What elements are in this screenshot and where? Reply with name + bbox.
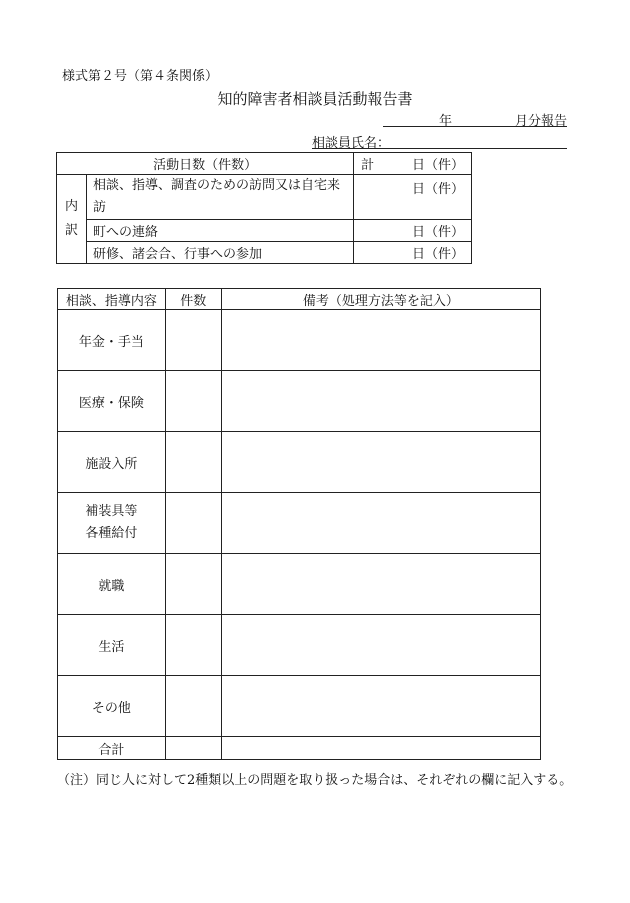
table-row	[58, 676, 541, 737]
total-cell[interactable]	[354, 153, 472, 175]
table-row	[58, 371, 541, 432]
document-title: 知的障害者相談員活動報告書	[217, 90, 413, 108]
table-row	[58, 432, 541, 493]
remarks-cell[interactable]	[221, 676, 540, 737]
row-label: 補装具等 各種給付	[58, 493, 166, 554]
count-cell[interactable]	[165, 310, 221, 371]
total-row-label: 合計	[58, 737, 166, 760]
visit-activity-label: 相談、指導、調査のための訪問又は自宅来 訪	[86, 175, 353, 220]
table-row	[58, 493, 541, 554]
activity-days-header: 活動日数（件数）	[57, 153, 354, 175]
row-label: 生活	[58, 615, 166, 676]
count-cell[interactable]	[165, 371, 221, 432]
row-label: 年金・手当	[58, 310, 166, 371]
total-row	[58, 737, 541, 760]
town-liaison-label: 町への連絡	[86, 220, 353, 242]
row-label: その他	[58, 676, 166, 737]
training-label: 研修、諸会合、行事への参加	[86, 242, 353, 264]
header-remarks: 備考（処理方法等を記入）	[221, 289, 540, 310]
year-label: 年	[439, 114, 453, 129]
activity-days-table	[56, 152, 472, 264]
header-count: 件数	[165, 289, 221, 310]
row-label: 就職	[58, 554, 166, 615]
remarks-cell[interactable]	[221, 615, 540, 676]
table-row	[58, 615, 541, 676]
total-count-cell[interactable]	[165, 737, 221, 760]
breakdown-label: 内 訳	[57, 175, 87, 264]
remarks-cell[interactable]	[221, 554, 540, 615]
total-unit: 日（件）	[411, 158, 464, 173]
report-period-field[interactable]	[383, 110, 567, 127]
consultant-name-label: 相談員氏名：	[312, 136, 391, 151]
header-consultation-content: 相談、指導内容	[58, 289, 166, 310]
training-days-cell[interactable]: 日（件）	[354, 242, 472, 264]
consultant-name-field[interactable]	[312, 132, 567, 149]
count-cell[interactable]	[165, 432, 221, 493]
count-cell[interactable]	[165, 493, 221, 554]
table-row	[58, 554, 541, 615]
total-label: 計	[361, 158, 375, 173]
footnote: （注）同じ人に対して2種類以上の問題を取り扱った場合は、それぞれの欄に記入する。	[57, 773, 573, 788]
row-label: 医療・保険	[58, 371, 166, 432]
row-label: 施設入所	[58, 432, 166, 493]
count-cell[interactable]	[165, 615, 221, 676]
table-row	[58, 310, 541, 371]
count-cell[interactable]	[165, 554, 221, 615]
count-cell[interactable]	[165, 676, 221, 737]
remarks-cell[interactable]	[221, 432, 540, 493]
town-liaison-days-cell[interactable]: 日（件）	[354, 220, 472, 242]
total-remarks-cell[interactable]	[221, 737, 540, 760]
remarks-cell[interactable]	[221, 493, 540, 554]
visit-days-cell[interactable]: 日（件）	[354, 175, 472, 220]
remarks-cell[interactable]	[221, 310, 540, 371]
month-report-label: 月分報告	[514, 114, 567, 129]
consultation-table	[57, 288, 541, 760]
remarks-cell[interactable]	[221, 371, 540, 432]
form-reference: 様式第２号（第４条関係）	[62, 69, 219, 84]
